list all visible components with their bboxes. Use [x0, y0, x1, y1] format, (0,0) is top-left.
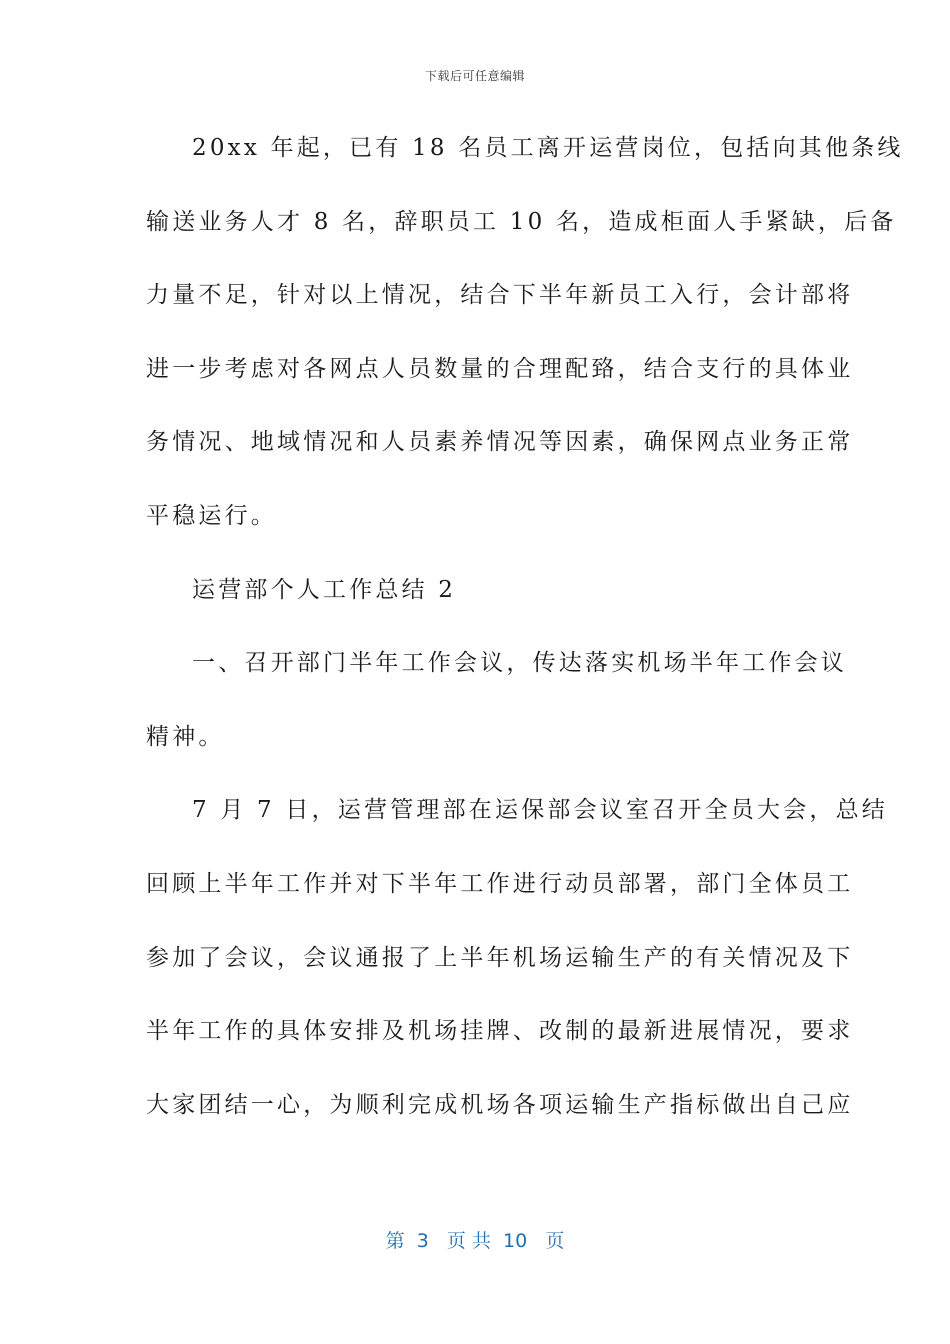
paragraph-line: 回顾上半年工作并对下半年工作进行动员部署，部门全体员工	[146, 870, 854, 897]
download-note: 下载后可任意编辑	[424, 69, 525, 83]
section-heading: 运营部个人工作总结 2	[192, 576, 457, 603]
paragraph-line: 参加了会议，会议通报了上半年机场运输生产的有关情况及下	[146, 944, 854, 971]
paragraph-line: 20xx 年起，已有 18 名员工离开运营岗位，包括向其他条线	[192, 135, 904, 161]
paragraph-line: 输送业务人才 8 名，辞职员工 10 名，造成柜面人手紧缺，后备	[146, 208, 897, 235]
document-body	[146, 112, 904, 1142]
paragraph-line: 务情况、地域情况和人员素养情况等因素，确保网点业务正常	[146, 429, 854, 456]
paragraph-line: 7 月 7 日，运营管理部在运保部会议室召开全员大会，总结	[192, 797, 888, 824]
paragraph-line: 力量不足，针对以上情况，结合下半年新员工入行，会计部将	[146, 282, 854, 309]
paragraph-line: 一、召开部门半年工作会议，传达落实机场半年工作会议	[192, 650, 847, 677]
paragraph-line: 平稳运行。	[146, 502, 277, 529]
paragraph-line: 进一步考虑对各网点人员数量的合理配臵，结合支行的具体业	[146, 355, 854, 382]
paragraph-line: 精神。	[146, 723, 225, 750]
paragraph-line: 半年工作的具体安排及机场挂牌、改制的最新进展情况，要求	[146, 1018, 854, 1045]
page-number-footer: 第 3 页 共 10 页	[385, 1230, 565, 1252]
paragraph-line: 大家团结一心，为顺利完成机场各项运输生产指标做出自己应	[146, 1091, 854, 1118]
